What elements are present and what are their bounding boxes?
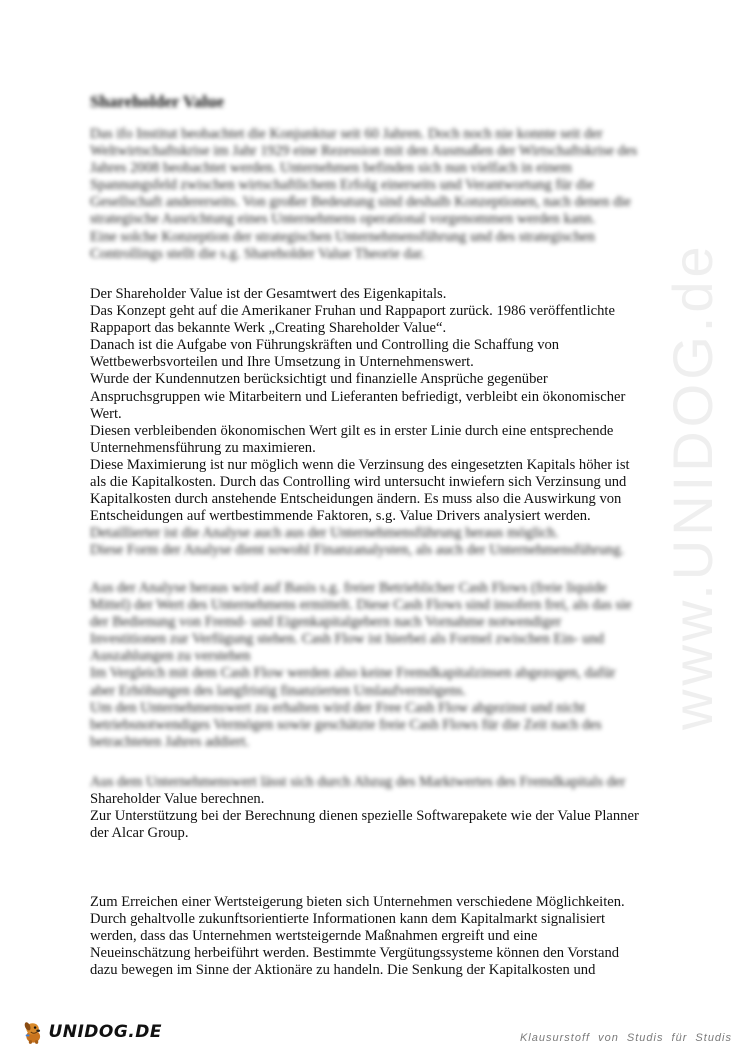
text-line: Rappaport das bekannte Werk „Creating Shareholder Value“.	[90, 320, 447, 337]
dog-mascot-icon	[22, 1012, 44, 1052]
result-lines	[90, 791, 662, 842]
text-line: werden, dass das Unternehmen wertsteigernde Maßnahmen ergreift und eine	[90, 928, 538, 945]
text-line: Wettbewerbsvorteilen und Ihre Umsetzung in Unternehmenswert.	[90, 354, 474, 371]
text-line: Wurde der Kundennutzen berücksichtigt und finanzielle Ansprüche gegenüber	[90, 371, 548, 388]
text-line: Der Shareholder Value ist der Gesamtwert des Eigenkapitals.	[90, 286, 447, 302]
text-line: Entscheidungen auf wertbestimmende Faktoren, s.g. Value Drivers analysiert werden.	[90, 508, 591, 525]
text-line: Wert.	[90, 405, 122, 422]
result-paragraph	[90, 774, 662, 842]
text-line: der Bedienung von Fremd- und Eigenkapitalgebern nach Vornahme notwendiger	[90, 614, 562, 631]
text-line: der Alcar Group.	[90, 825, 189, 842]
text-line: Neueinschätzung herbeiführt werden. Bestimmte Vergütungssysteme können den Vorstand	[90, 945, 620, 962]
text-line: Gesellschaft andererseits. Von großer Bedeutung sind deshalb Konzeptionen, nach denen die	[90, 194, 631, 211]
text-line: Investitionen zur Verfügung stehen. Cash Flow ist hierbei als Formel zwischen Ein- und	[90, 631, 605, 648]
text-line: strategische Ausrichtung eines Unternehmens operational vorgenommen werden kann.	[90, 211, 596, 228]
text-line: betriebsnotwendiges Vermögen sowie geschätzte freie Cash Flows für die Zeit nach des	[90, 716, 602, 733]
text-line: Jahres 2008 beobachtet werden. Unternehmen befinden sich nun vielfach in einem	[90, 160, 572, 177]
text-line: Controllings stellt die s.g. Shareholder Value Theorie dar.	[90, 245, 426, 262]
footer-tagline: Klausurstoff von Studis für Studis	[519, 1032, 732, 1044]
text-line: aber Erhöhungen des langfristig finanzierten Umlaufvermögens.	[90, 682, 467, 699]
text-line: Unternehmensführung zu maximieren.	[90, 439, 316, 456]
text-line: betrachteten Jahres addiert.	[90, 733, 250, 750]
watermark: www.UNIDOG.de	[661, 242, 724, 730]
main-lines	[90, 286, 662, 525]
text-line: Das Konzept geht auf die Amerikaner Fruhan und Rappaport zurück. 1986 veröffentlichte	[90, 303, 615, 320]
main-paragraph	[90, 286, 662, 560]
text-line: Zur Unterstützung bei der Berechnung dienen spezielle Softwarepakete wie der Value Planner	[90, 808, 639, 825]
text-line: Kapitalkosten durch anstehende Entscheidungen ändern. Es muss also die Auswirkung von	[90, 491, 622, 508]
text-line: Anspruchsgruppen wie Mitarbeitern und Lieferanten befriedigt, verbleibt ein ökonomischer	[90, 388, 626, 405]
intro-paragraph	[90, 126, 662, 263]
text-line: Weltwirtschaftskrise im Jahr 1929 eine Rezession mit den Ausmaßen der Wirtschaftskrise des	[90, 143, 638, 160]
text-line: Im Vergleich mit dem Cash Flow werden also keine Fremdkapitalzinsen abgezogen, dafür	[90, 665, 616, 682]
text-line: Durch gehaltvolle zukunftsorientierte Informationen kann dem Kapitalmarkt signalisiert	[90, 911, 606, 928]
page-title: Shareholder Value	[90, 92, 224, 111]
text-line: als die Kapitalkosten. Durch das Controlling wird untersucht inwiefern sich Verzinsung und	[90, 474, 627, 491]
text-line: Aus der Analyse heraus wird auf Basis s.g. freier Betrieblicher Cash Flows (freie liquide	[90, 580, 607, 596]
text-line: Spannungsfeld zwischen wirtschaftlichem Erfolg einerseits und Verantwortung für die	[90, 177, 594, 194]
text-line: Diese Maximierung ist nur möglich wenn die Verzinsung des eingesetzten Kapitals höher ist	[90, 456, 630, 473]
text-line: Das ifo Institut beobachtet die Konjunktur seit 60 Jahren. Doch noch nie konnte seit der	[90, 126, 603, 142]
text-line: dazu bewegen im Sinne der Aktionäre zu handeln. Die Senkung der Kapitalkosten und	[90, 962, 596, 979]
logo-text: UNIDOG.DE	[48, 1022, 162, 1042]
text-line: Diesen verbleibenden ökonomischen Wert gilt es in erster Linie durch eine entsprechende	[90, 422, 614, 439]
text-line: Eine solche Konzeption der strategischen Unternehmensführung und des strategischen	[90, 228, 595, 245]
text-line: Zum Erreichen einer Wertsteigerung bieten sich Unternehmen verschiedene Möglichkeiten.	[90, 894, 625, 910]
result-blurred-line: Aus dem Unternehmenswert lässt sich durch Abzug des Marktwertes des Fremdkapitals der	[90, 774, 626, 790]
unidog-logo	[22, 1012, 162, 1052]
text-line: Shareholder Value berechnen.	[90, 791, 265, 808]
analysis-paragraph	[90, 580, 662, 751]
text-line: Danach ist die Aufgabe von Führungskräften und Controlling die Schaffung von	[90, 337, 560, 354]
text-line: Auszahlungen zu verstehen	[90, 648, 251, 665]
text-line: Detaillierter ist die Analyse auch aus der Unternehmensführung heraus möglich.	[90, 525, 559, 542]
text-line: Diese Form der Analyse dient sowohl Finanzanalysten, als auch der Unternehmensführung.	[90, 542, 625, 559]
text-line: Mittel) der Wert des Unternehmens ermittelt. Diese Cash Flows sind insofern frei, als das sie	[90, 597, 632, 614]
main-blurred-lines	[90, 525, 662, 559]
closing-paragraph	[90, 894, 662, 979]
text-line: Um den Unternehmenswert zu erhalten wird der Free Cash Flow abgezinst und nicht	[90, 699, 586, 716]
